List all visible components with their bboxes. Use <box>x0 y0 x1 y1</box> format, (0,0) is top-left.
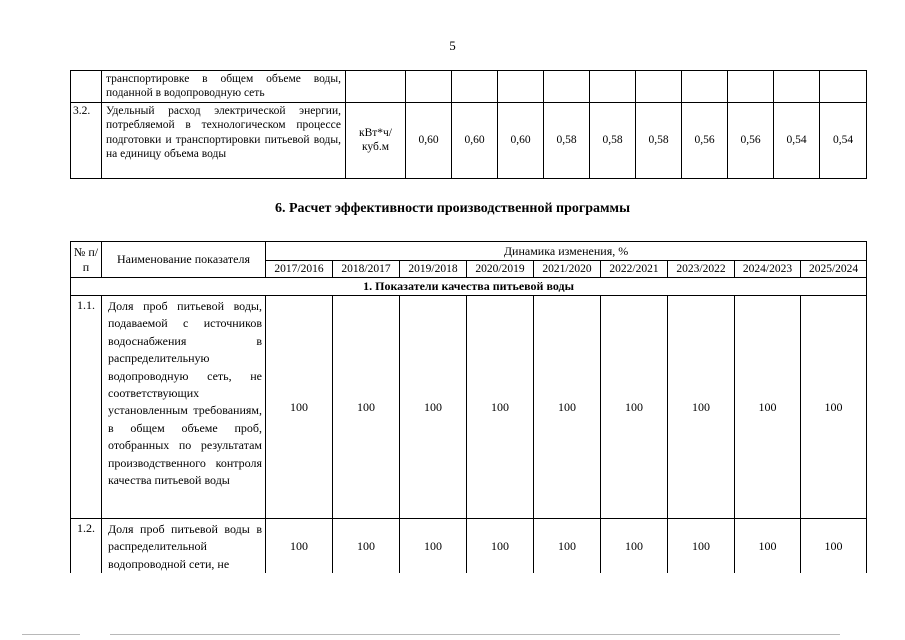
row-number: 1.2. <box>71 519 102 574</box>
value-cell: 100 <box>400 519 467 574</box>
value-cell: 100 <box>467 519 534 574</box>
value-cell: 0,54 <box>774 102 820 178</box>
year-header: 2025/2024 <box>801 261 867 278</box>
header-dynamics: Динамика изменения, % <box>266 242 867 261</box>
indicator-name: транспортировке в общем объеме воды, поданной в водопроводную сеть <box>102 71 346 103</box>
value-cell: 0,58 <box>636 102 682 178</box>
value-cell: 0,58 <box>590 102 636 178</box>
year-header: 2021/2020 <box>534 261 601 278</box>
value-cell <box>544 71 590 103</box>
table-row <box>71 102 867 178</box>
row-number: 1.1. <box>71 296 102 519</box>
value-cell: 100 <box>668 519 735 574</box>
unit-cell: кВт*ч/ куб.м <box>346 102 406 178</box>
value-cell <box>728 71 774 103</box>
year-header: 2018/2017 <box>333 261 400 278</box>
indicators-table-continued <box>70 70 867 179</box>
value-cell <box>820 71 867 103</box>
value-cell <box>590 71 636 103</box>
table-row <box>71 71 867 103</box>
value-cell: 100 <box>735 296 801 519</box>
header-num: № п/п <box>71 242 102 278</box>
page-number: 5 <box>449 38 456 53</box>
value-cell: 100 <box>801 519 867 574</box>
year-header: 2017/2016 <box>266 261 333 278</box>
value-cell: 0,60 <box>406 102 452 178</box>
section-title: 6. Расчет эффективности производственной программы <box>274 201 631 216</box>
efficiency-table <box>70 241 867 573</box>
value-cell: 100 <box>266 519 333 574</box>
value-cell: 100 <box>333 519 400 574</box>
unit-cell <box>346 71 406 103</box>
year-header: 2024/2023 <box>735 261 801 278</box>
value-cell: 100 <box>601 296 668 519</box>
value-cell: 100 <box>534 519 601 574</box>
year-header: 2020/2019 <box>467 261 534 278</box>
value-cell: 100 <box>735 519 801 574</box>
scan-artifact-line <box>110 634 840 635</box>
value-cell: 100 <box>601 519 668 574</box>
table-row <box>71 296 867 519</box>
value-cell: 100 <box>333 296 400 519</box>
value-cell <box>774 71 820 103</box>
header-indicator-name: Наименование показателя <box>102 242 266 278</box>
value-cell: 0,56 <box>682 102 728 178</box>
indicator-name: Доля проб питьевой воды в распределительной водопроводной сети, не <box>102 519 266 574</box>
table-row <box>71 519 867 574</box>
value-cell: 100 <box>266 296 333 519</box>
year-header: 2022/2021 <box>601 261 668 278</box>
indicator-name: Доля проб питьевой воды, подаваемой с источников водоснабжения в распределительную водопроводную сеть, не соответствующих установленным требованиям, в общем объеме проб, отобранных по результатам производственного контроля качества питьевой воды <box>102 296 266 519</box>
value-cell: 100 <box>467 296 534 519</box>
value-cell <box>636 71 682 103</box>
section-heading: 1. Показатели качества питьевой воды <box>71 278 867 296</box>
row-number: 3.2. <box>71 102 102 178</box>
value-cell <box>498 71 544 103</box>
value-cell <box>452 71 498 103</box>
value-cell <box>682 71 728 103</box>
value-cell: 100 <box>668 296 735 519</box>
value-cell: 0,60 <box>452 102 498 178</box>
value-cell: 100 <box>801 296 867 519</box>
value-cell: 0,56 <box>728 102 774 178</box>
header-row <box>71 242 867 261</box>
value-cell <box>406 71 452 103</box>
value-cell: 100 <box>534 296 601 519</box>
year-header: 2019/2018 <box>400 261 467 278</box>
section-row <box>71 278 867 296</box>
scan-artifact-line <box>22 634 80 635</box>
year-header: 2023/2022 <box>668 261 735 278</box>
value-cell: 100 <box>400 296 467 519</box>
value-cell: 0,58 <box>544 102 590 178</box>
value-cell: 0,54 <box>820 102 867 178</box>
indicator-name: Удельный расход электрической энергии, потребляемой в технологическом процессе подготовки и транспортировки питьевой воды, на единицу объема воды <box>102 102 346 178</box>
row-number <box>71 71 102 103</box>
value-cell: 0,60 <box>498 102 544 178</box>
